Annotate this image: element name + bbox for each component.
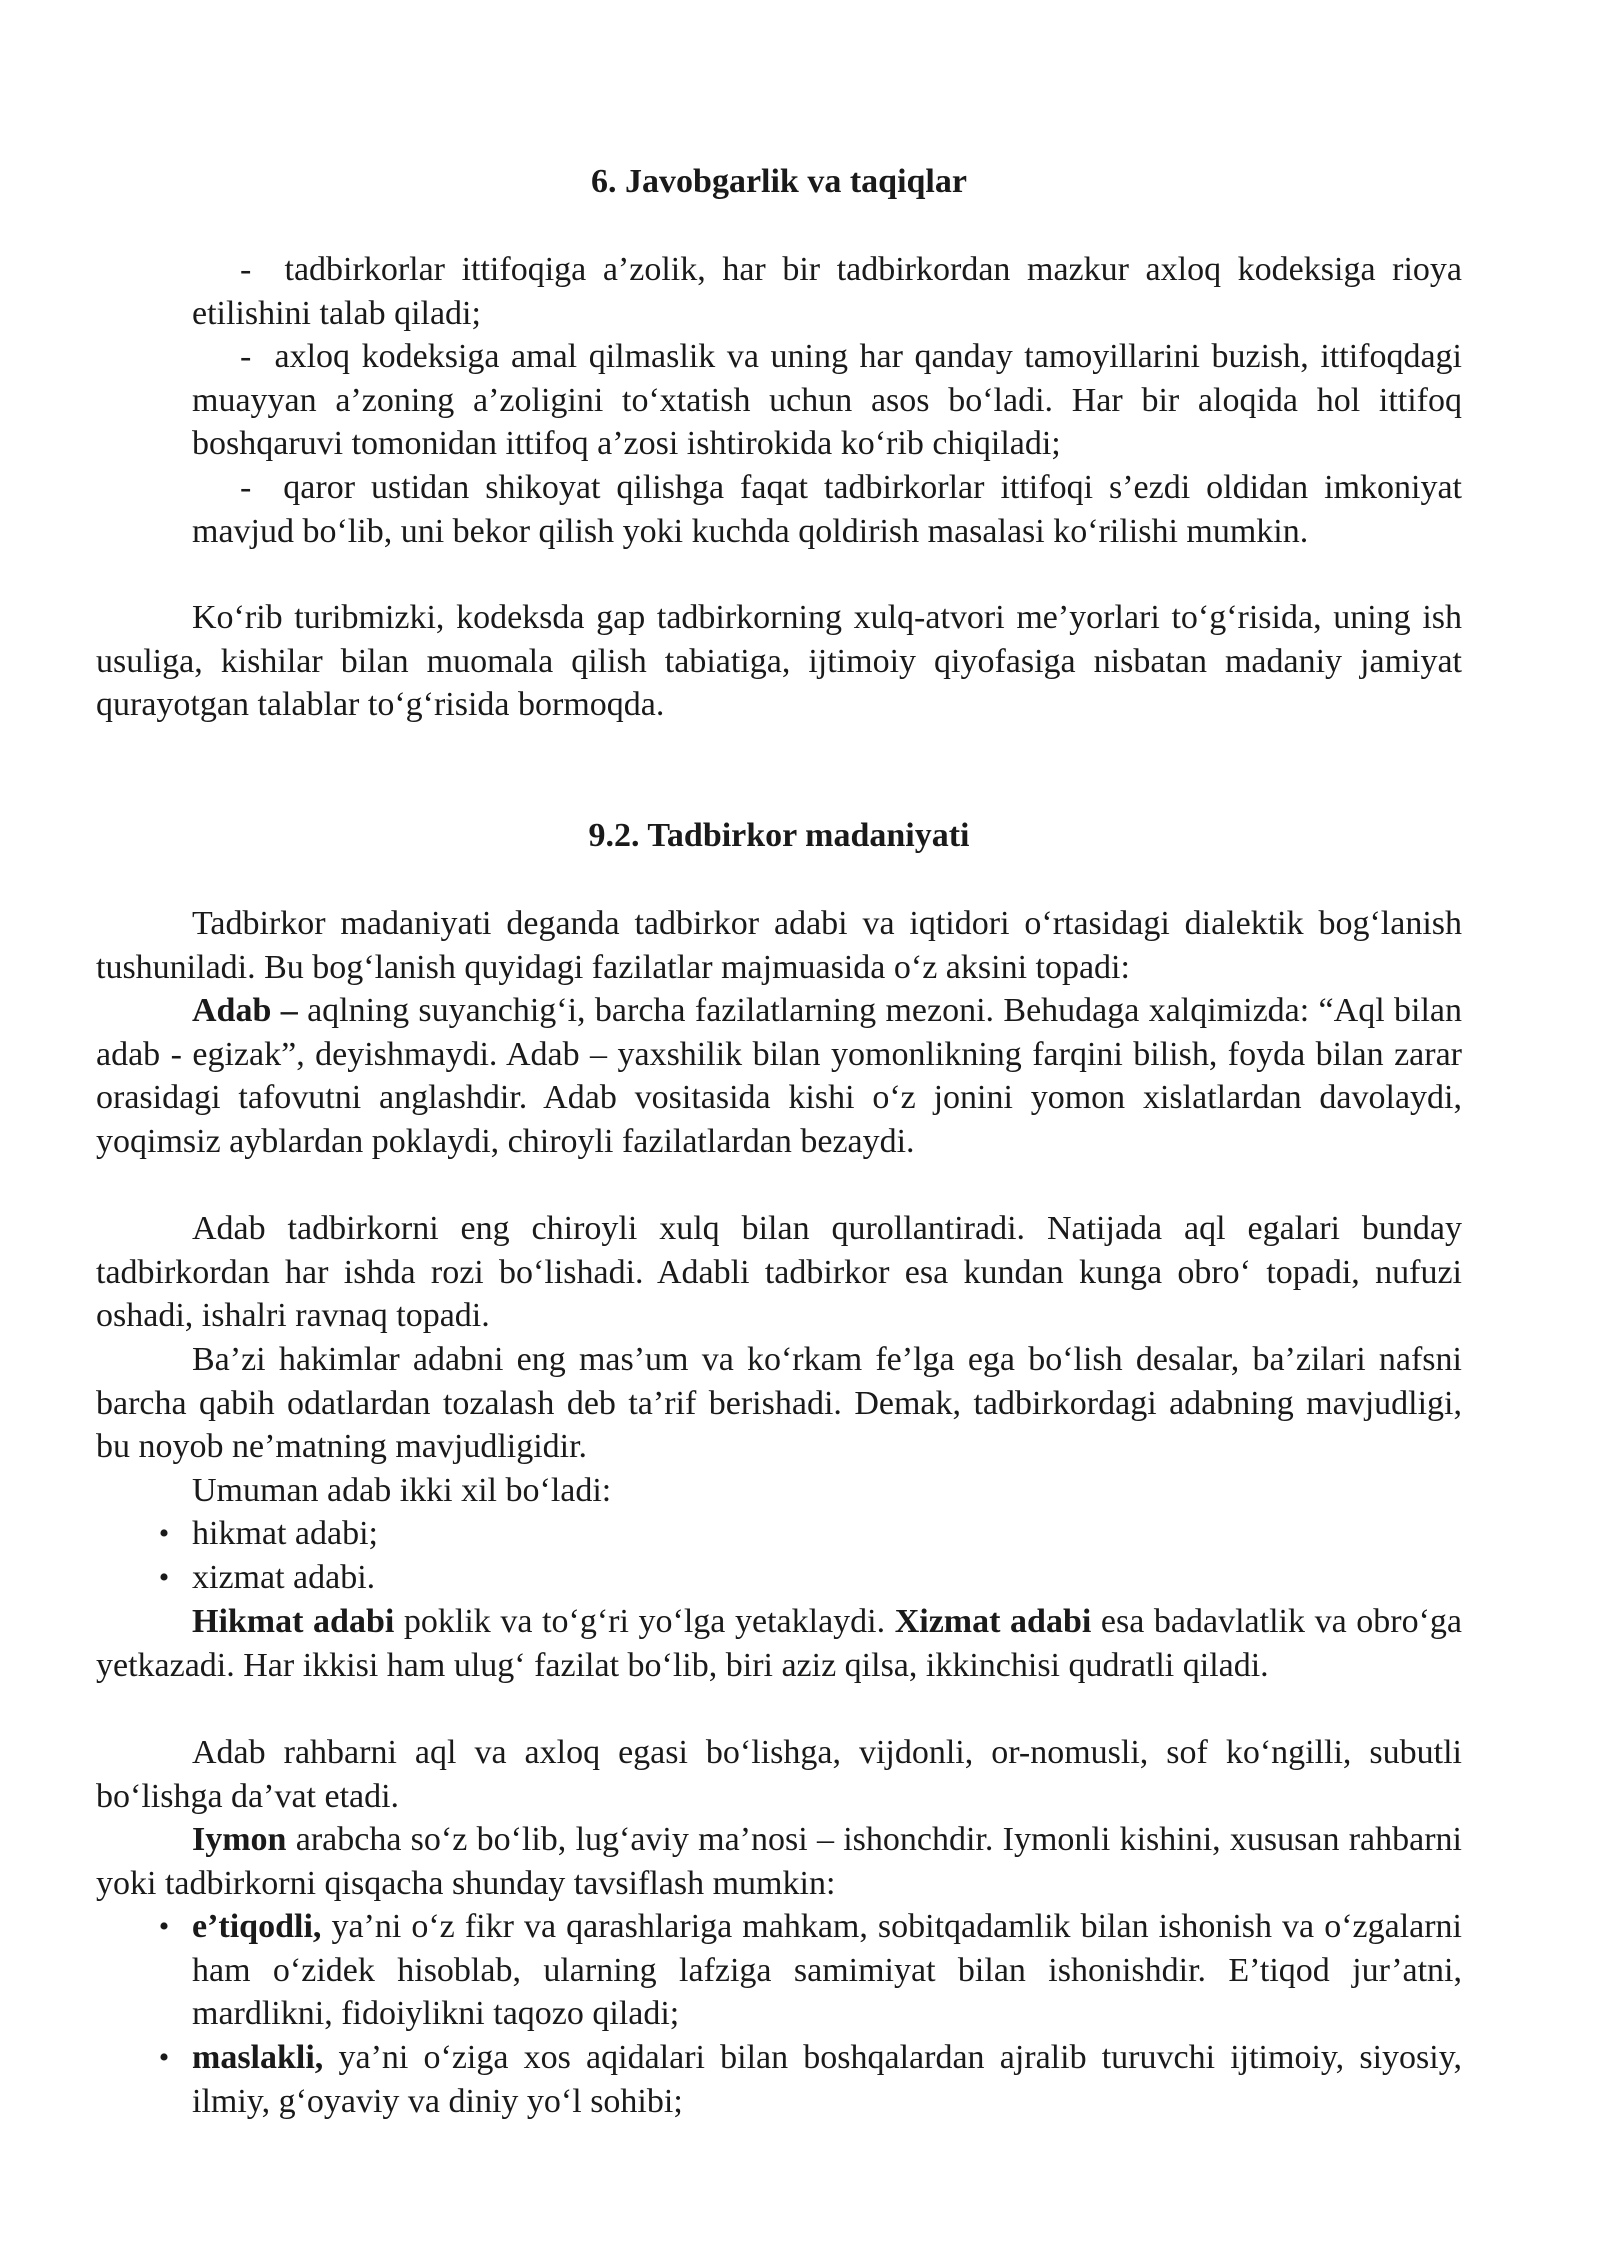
dash-list-item [192, 335, 1462, 466]
dash-marker: - [240, 251, 252, 288]
adab-definition-paragraph: Adab – aqlning suyanchig‘i, barcha fazilatlarning mezoni. Behudaga xalqimizda: “Aql bilan adab - egizak”, deyishmaydi. Adab – yaxshilik bilan yomonlikning farqini bilish, foyda bilan zarar orasidagi tafovutni anglashdir. Adab vositasida kishi o‘z jonini yomon xislatlardan davolaydi, yoqimsiz ayblardan poklaydi, chiroyli fazilatlardan bezaydi. [96, 992, 1462, 1160]
hakimlar-paragraph: Ba’zi hakimlar adabni eng mas’um va ko‘rkam fe’lga ega bo‘lish desalar, ba’zilari nafsni barcha qabih odatlardan tozalash deb ta’rif berishadi. Demak, tadbirkordagi adabning mavjudligi, bu noyob ne’matning mavjudligidir. [96, 1341, 1462, 1466]
term-xizmat: Xizmat adabi [894, 1603, 1092, 1640]
dash-item-text: axloq kodeksiga amal qilmaslik va uning har qanday tamoyillarini buzish, ittifoqdagi muayyan a’zoning a’zoligini to‘xtatish uchun asos bo‘ladi. Har bir aloqida hol ittifoq boshqaruvi tomonidan ittifoq a’zosi ishtirokida ko‘rib chiqiladi; [192, 338, 1463, 463]
section-heading: 9.2. Tadbirkor madaniyati [588, 817, 970, 854]
dash-marker: - [240, 469, 252, 506]
intro-paragraph: Tadbirkor madaniyati deganda tadbirkor adabi va iqtidori o‘rtasidagi dialektik bog‘lanish tushuniladi. Bu bog‘lanish quyidagi fazilatlar majmuasida o‘z aksini topadi: [96, 905, 1462, 986]
conclusion-paragraph: Ko‘rib turibmizki, kodeksda gap tadbirkorning xulq-atvori me’yorlari to‘g‘risida, uning ish usuliga, kishilar bilan muomala qilish tabiatiga, ijtimoiy qiyofasiga nisbatan madaniy jamiyat qurayotgan talablar to‘g‘risida bormoqda. [96, 599, 1462, 724]
adab-types-intro: Umuman adab ikki xil bo‘ladi: [192, 1472, 612, 1509]
bullet-text: hikmat adabi; [192, 1515, 379, 1552]
dash-item-text: tadbirkorlar ittifoqiga a’zolik, har bir tadbirkordan mazkur axloq kodeksiga rioya etilishini talab qiladi; [192, 251, 1462, 332]
term-etiqodli: e’tiqodli, [192, 1908, 322, 1945]
term-iymon: Iymon [192, 1821, 287, 1858]
bullet-text: xizmat adabi. [192, 1559, 376, 1596]
bullet-text: e’tiqodli, ya’ni o‘z fikr va qarashlariga mahkam, sobitqadamlik bilan ishonish va o‘zgalarni ham o‘zidek hisoblab, ularning lafziga samimiyat bilan ishonishdir. E’tiqod jur’atni, mardlikni, fidoiylikni taqozo qiladi; [192, 1908, 1462, 2033]
dash-marker: - [240, 338, 252, 375]
bullet-icon: • [158, 2041, 170, 2074]
term-maslakli: maslakli, [192, 2039, 324, 2076]
term-hikmat: Hikmat adabi [192, 1603, 395, 1640]
bullet-icon: • [158, 1561, 170, 1594]
dash-list-item [192, 248, 1462, 335]
iymon-paragraph: Iymon arabcha so‘z bo‘lib, lug‘aviy ma’nosi – ishonchdir. Iymonli kishini, xususan rahbarni yoki tadbirkorni qisqacha shunday tavsiflash mumkin: [96, 1821, 1462, 1902]
bullet-icon: • [158, 1517, 170, 1550]
section-heading: 6. Javobgarlik va taqiqlar [591, 163, 967, 200]
term-adab: Adab – [192, 992, 298, 1029]
bullet-icon: • [158, 1910, 170, 1943]
dash-item-text: qaror ustidan shikoyat qilishga faqat tadbirkorlar ittifoqi s’ezdi oldidan imkoniyat mavjud bo‘lib, uni bekor qilish yoki kuchda qoldirish masalasi ko‘rilishi mumkin. [192, 469, 1463, 550]
bullet-text: maslakli, ya’ni o‘ziga xos aqidalari bilan boshqalardan ajralib turuvchi ijtimoiy, siyosiy, ilmiy, g‘oyaviy va diniy yo‘l sohibi; [192, 2039, 1462, 2120]
rahbar-paragraph: Adab rahbarni aql va axloq egasi bo‘lishga, vijdonli, or-nomusli, sof ko‘ngilli, subutli bo‘lishga da’vat etadi. [96, 1734, 1462, 1815]
adab-effect-paragraph: Adab tadbirkorni eng chiroyli xulq bilan qurollantiradi. Natijada aql egalari bunday tadbirkordan har ishda rozi bo‘lishadi. Adabli tadbirkor esa kundan kunga obro‘ topadi, nufuzi oshadi, ishalri ravnaq topadi. [96, 1210, 1462, 1335]
dash-list-item [192, 466, 1462, 553]
hikmat-xizmat-paragraph: Hikmat adabi poklik va to‘g‘ri yo‘lga yetaklaydi. Xizmat adabi esa badavlatlik va obro‘ga yetkazadi. Har ikkisi ham ulug‘ fazilat bo‘lib, biri aziz qilsa, ikkinchisi qudratli qiladi. [96, 1603, 1463, 1684]
